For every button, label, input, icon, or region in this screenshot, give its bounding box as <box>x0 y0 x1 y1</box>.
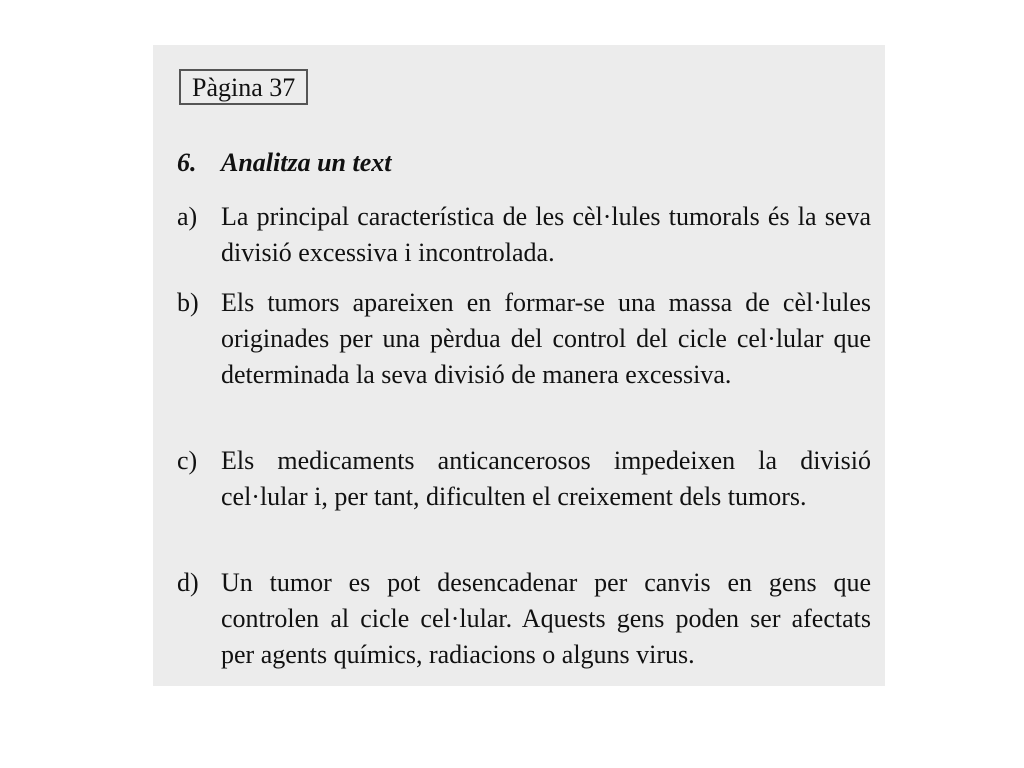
item-text: Un tumor es pot desencadenar per canvis en gens que controlen al cicle cel·lular. Aquests gens poden ser afectats per agents químics, radiacions o alguns virus. <box>221 568 871 669</box>
item-marker: d) <box>177 568 199 597</box>
answer-item-c <box>177 443 871 515</box>
item-marker: a) <box>177 202 198 231</box>
item-text: Els tumors apareixen en formar-se una massa de cèl·lules originades per una pèrdua del control del cicle cel·lular que determinada la seva divisió de manera excessiva. <box>221 288 871 389</box>
answer-item-d <box>177 565 871 673</box>
exercise-panel <box>153 45 885 686</box>
exercise-title: Analitza un text <box>221 148 392 177</box>
exercise-number: 6. <box>177 148 197 177</box>
exercise-heading <box>177 145 392 181</box>
item-text: Els medicaments anticancerosos impedeixen la divisió cel·lular i, per tant, dificulten el creixement dels tumors. <box>221 446 871 511</box>
page-number-box: Pàgina 37 <box>179 69 308 105</box>
answer-item-b <box>177 285 871 393</box>
item-marker: c) <box>177 446 198 475</box>
item-text: La principal característica de les cèl·lules tumorals és la seva divisió excessiva i incontrolada. <box>221 202 871 267</box>
answer-item-a <box>177 199 871 271</box>
item-marker: b) <box>177 288 199 317</box>
